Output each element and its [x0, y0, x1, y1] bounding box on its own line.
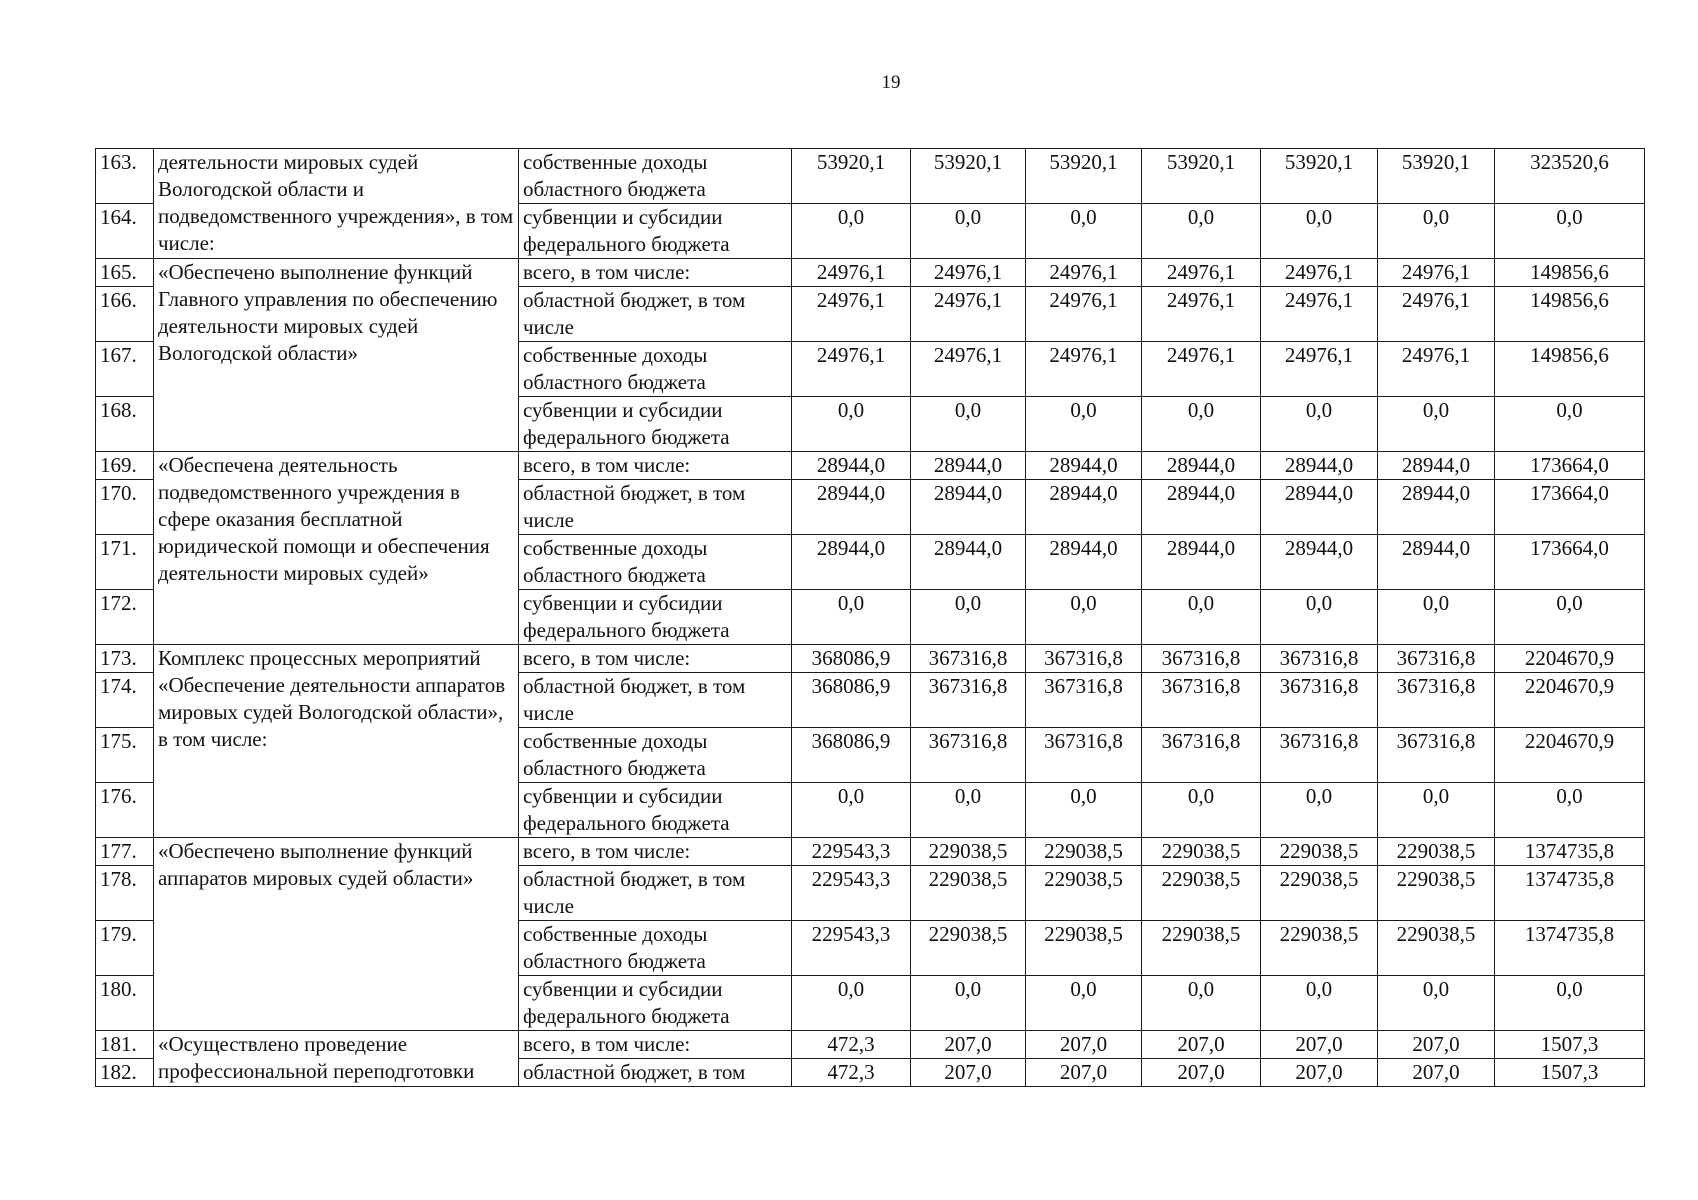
year-value: 24976,1 [1142, 342, 1261, 397]
total-value: 149856,6 [1495, 259, 1645, 287]
year-value: 229038,5 [1261, 921, 1378, 976]
year-value: 367316,8 [1026, 673, 1142, 728]
year-value: 0,0 [792, 590, 911, 645]
year-value: 0,0 [1378, 590, 1495, 645]
row-number: 182. [96, 1059, 154, 1087]
year-value: 0,0 [911, 783, 1026, 838]
total-value: 2204670,9 [1495, 645, 1645, 673]
year-value: 0,0 [1378, 204, 1495, 259]
row-number: 181. [96, 1031, 154, 1059]
year-value: 368086,9 [792, 728, 911, 783]
total-value: 173664,0 [1495, 535, 1645, 590]
year-value: 367316,8 [1261, 645, 1378, 673]
year-value: 24976,1 [1026, 287, 1142, 342]
row-number: 168. [96, 397, 154, 452]
row-number: 176. [96, 783, 154, 838]
row-number: 170. [96, 480, 154, 535]
funding-source: всего, в том числе: [519, 1031, 792, 1059]
activity-description: «Осуществлено проведение профессиональной переподготовки [154, 1031, 519, 1087]
year-value: 367316,8 [911, 645, 1026, 673]
year-value: 53920,1 [1026, 149, 1142, 204]
year-value: 229038,5 [1142, 838, 1261, 866]
year-value: 0,0 [792, 976, 911, 1031]
year-value: 207,0 [911, 1031, 1026, 1059]
year-value: 24976,1 [792, 342, 911, 397]
funding-source: собственные доходы областного бюджета [519, 149, 792, 204]
activity-description: деятельности мировых судей Вологодской области и подведомственного учреждения», в том числе: [154, 149, 519, 259]
year-value: 53920,1 [1378, 149, 1495, 204]
row-number: 164. [96, 204, 154, 259]
year-value: 367316,8 [1026, 728, 1142, 783]
total-value: 0,0 [1495, 590, 1645, 645]
year-value: 24976,1 [1378, 287, 1495, 342]
table-row [96, 1031, 1645, 1059]
year-value: 229038,5 [911, 921, 1026, 976]
year-value: 28944,0 [1026, 535, 1142, 590]
year-value: 24976,1 [1142, 259, 1261, 287]
year-value: 0,0 [1261, 783, 1378, 838]
page-number: 19 [881, 72, 901, 93]
funding-source: субвенции и субсидии федерального бюджета [519, 783, 792, 838]
year-value: 0,0 [1026, 397, 1142, 452]
funding-source: субвенции и субсидии федерального бюджета [519, 204, 792, 259]
total-value: 149856,6 [1495, 342, 1645, 397]
year-value: 53920,1 [792, 149, 911, 204]
year-value: 207,0 [1378, 1059, 1495, 1087]
year-value: 0,0 [1378, 397, 1495, 452]
year-value: 28944,0 [1261, 452, 1378, 480]
total-value: 149856,6 [1495, 287, 1645, 342]
funding-source: собственные доходы областного бюджета [519, 535, 792, 590]
year-value: 24976,1 [1026, 259, 1142, 287]
total-value: 1507,3 [1495, 1059, 1645, 1087]
year-value: 28944,0 [792, 535, 911, 590]
year-value: 367316,8 [911, 673, 1026, 728]
year-value: 28944,0 [1378, 535, 1495, 590]
row-number: 178. [96, 866, 154, 921]
activity-description: Комплекс процессных мероприятий «Обеспечение деятельности аппаратов мировых судей Вологодской области», в том числе: [154, 645, 519, 838]
year-value: 472,3 [792, 1059, 911, 1087]
year-value: 53920,1 [911, 149, 1026, 204]
year-value: 0,0 [1142, 590, 1261, 645]
funding-source: областной бюджет, в том числе [519, 673, 792, 728]
year-value: 28944,0 [1026, 452, 1142, 480]
total-value: 0,0 [1495, 204, 1645, 259]
row-number: 165. [96, 259, 154, 287]
year-value: 207,0 [1142, 1031, 1261, 1059]
funding-source: всего, в том числе: [519, 259, 792, 287]
total-value: 2204670,9 [1495, 673, 1645, 728]
year-value: 367316,8 [1026, 645, 1142, 673]
funding-source: собственные доходы областного бюджета [519, 342, 792, 397]
total-value: 323520,6 [1495, 149, 1645, 204]
total-value: 1374735,8 [1495, 921, 1645, 976]
row-number: 166. [96, 287, 154, 342]
total-value: 0,0 [1495, 783, 1645, 838]
table-row [96, 838, 1645, 866]
year-value: 367316,8 [1142, 728, 1261, 783]
budget-table [95, 148, 1645, 1087]
year-value: 368086,9 [792, 645, 911, 673]
year-value: 229543,3 [792, 838, 911, 866]
year-value: 24976,1 [1261, 287, 1378, 342]
row-number: 177. [96, 838, 154, 866]
year-value: 24976,1 [1378, 342, 1495, 397]
year-value: 24976,1 [911, 287, 1026, 342]
activity-description: «Обеспечено выполнение функций Главного управления по обеспечению деятельности мировых судей Вологодской области» [154, 259, 519, 452]
total-value: 1374735,8 [1495, 866, 1645, 921]
year-value: 229038,5 [1261, 866, 1378, 921]
year-value: 28944,0 [1261, 480, 1378, 535]
funding-source: областной бюджет, в том числе [519, 480, 792, 535]
row-number: 171. [96, 535, 154, 590]
year-value: 0,0 [1261, 590, 1378, 645]
year-value: 28944,0 [1026, 480, 1142, 535]
year-value: 28944,0 [792, 480, 911, 535]
year-value: 0,0 [792, 783, 911, 838]
year-value: 28944,0 [1142, 535, 1261, 590]
year-value: 229038,5 [1026, 838, 1142, 866]
year-value: 28944,0 [1142, 480, 1261, 535]
year-value: 0,0 [1142, 397, 1261, 452]
year-value: 367316,8 [1142, 673, 1261, 728]
year-value: 24976,1 [1142, 287, 1261, 342]
year-value: 28944,0 [911, 452, 1026, 480]
total-value: 1507,3 [1495, 1031, 1645, 1059]
total-value: 173664,0 [1495, 480, 1645, 535]
year-value: 0,0 [1142, 204, 1261, 259]
funding-source: областной бюджет, в том числе [519, 866, 792, 921]
row-number: 173. [96, 645, 154, 673]
year-value: 368086,9 [792, 673, 911, 728]
year-value: 367316,8 [1261, 728, 1378, 783]
year-value: 24976,1 [1261, 259, 1378, 287]
year-value: 472,3 [792, 1031, 911, 1059]
table-row [96, 149, 1645, 204]
funding-source: всего, в том числе: [519, 838, 792, 866]
year-value: 207,0 [1261, 1059, 1378, 1087]
year-value: 28944,0 [792, 452, 911, 480]
year-value: 0,0 [1378, 783, 1495, 838]
year-value: 0,0 [1026, 976, 1142, 1031]
year-value: 24976,1 [792, 259, 911, 287]
year-value: 24976,1 [1261, 342, 1378, 397]
year-value: 229038,5 [1378, 838, 1495, 866]
activity-description: «Обеспечено выполнение функций аппаратов мировых судей области» [154, 838, 519, 1031]
year-value: 24976,1 [911, 342, 1026, 397]
year-value: 0,0 [911, 204, 1026, 259]
row-number: 179. [96, 921, 154, 976]
total-value: 1374735,8 [1495, 838, 1645, 866]
year-value: 229038,5 [1261, 838, 1378, 866]
year-value: 367316,8 [1142, 645, 1261, 673]
funding-source: субвенции и субсидии федерального бюджета [519, 976, 792, 1031]
year-value: 0,0 [1026, 590, 1142, 645]
year-value: 24976,1 [792, 287, 911, 342]
year-value: 0,0 [792, 397, 911, 452]
table-row [96, 452, 1645, 480]
year-value: 367316,8 [1261, 673, 1378, 728]
year-value: 0,0 [1026, 204, 1142, 259]
year-value: 229543,3 [792, 921, 911, 976]
year-value: 229038,5 [1378, 921, 1495, 976]
year-value: 229543,3 [792, 866, 911, 921]
year-value: 0,0 [1261, 397, 1378, 452]
year-value: 28944,0 [911, 535, 1026, 590]
year-value: 207,0 [1142, 1059, 1261, 1087]
year-value: 207,0 [1378, 1031, 1495, 1059]
year-value: 24976,1 [1026, 342, 1142, 397]
table-row [96, 259, 1645, 287]
year-value: 367316,8 [1378, 728, 1495, 783]
total-value: 2204670,9 [1495, 728, 1645, 783]
year-value: 0,0 [1142, 783, 1261, 838]
year-value: 53920,1 [1142, 149, 1261, 204]
year-value: 0,0 [1378, 976, 1495, 1031]
total-value: 0,0 [1495, 397, 1645, 452]
year-value: 229038,5 [911, 866, 1026, 921]
year-value: 0,0 [792, 204, 911, 259]
year-value: 229038,5 [1026, 866, 1142, 921]
year-value: 0,0 [911, 590, 1026, 645]
year-value: 0,0 [911, 397, 1026, 452]
row-number: 175. [96, 728, 154, 783]
year-value: 0,0 [1026, 783, 1142, 838]
table-row [96, 645, 1645, 673]
row-number: 163. [96, 149, 154, 204]
year-value: 53920,1 [1261, 149, 1378, 204]
year-value: 28944,0 [1261, 535, 1378, 590]
funding-source: собственные доходы областного бюджета [519, 728, 792, 783]
year-value: 229038,5 [911, 838, 1026, 866]
funding-source: всего, в том числе: [519, 452, 792, 480]
row-number: 169. [96, 452, 154, 480]
year-value: 28944,0 [1378, 452, 1495, 480]
year-value: 28944,0 [911, 480, 1026, 535]
funding-source: субвенции и субсидии федерального бюджета [519, 397, 792, 452]
year-value: 367316,8 [1378, 645, 1495, 673]
year-value: 229038,5 [1142, 921, 1261, 976]
year-value: 24976,1 [911, 259, 1026, 287]
year-value: 207,0 [1026, 1059, 1142, 1087]
year-value: 0,0 [1261, 976, 1378, 1031]
funding-source: всего, в том числе: [519, 645, 792, 673]
year-value: 207,0 [1261, 1031, 1378, 1059]
year-value: 229038,5 [1142, 866, 1261, 921]
year-value: 0,0 [1261, 204, 1378, 259]
year-value: 367316,8 [911, 728, 1026, 783]
year-value: 28944,0 [1378, 480, 1495, 535]
total-value: 173664,0 [1495, 452, 1645, 480]
year-value: 367316,8 [1378, 673, 1495, 728]
year-value: 0,0 [1142, 976, 1261, 1031]
year-value: 207,0 [911, 1059, 1026, 1087]
row-number: 180. [96, 976, 154, 1031]
funding-source: областной бюджет, в том [519, 1059, 792, 1087]
funding-source: областной бюджет, в том числе [519, 287, 792, 342]
funding-source: собственные доходы областного бюджета [519, 921, 792, 976]
year-value: 229038,5 [1378, 866, 1495, 921]
table-body [96, 149, 1645, 1087]
funding-source: субвенции и субсидии федерального бюджета [519, 590, 792, 645]
row-number: 174. [96, 673, 154, 728]
row-number: 172. [96, 590, 154, 645]
row-number: 167. [96, 342, 154, 397]
year-value: 24976,1 [1378, 259, 1495, 287]
year-value: 229038,5 [1026, 921, 1142, 976]
year-value: 207,0 [1026, 1031, 1142, 1059]
activity-description: «Обеспечена деятельность подведомственного учреждения в сфере оказания бесплатной юридической помощи и обеспечения деятельности мировых судей» [154, 452, 519, 645]
total-value: 0,0 [1495, 976, 1645, 1031]
year-value: 28944,0 [1142, 452, 1261, 480]
year-value: 0,0 [911, 976, 1026, 1031]
